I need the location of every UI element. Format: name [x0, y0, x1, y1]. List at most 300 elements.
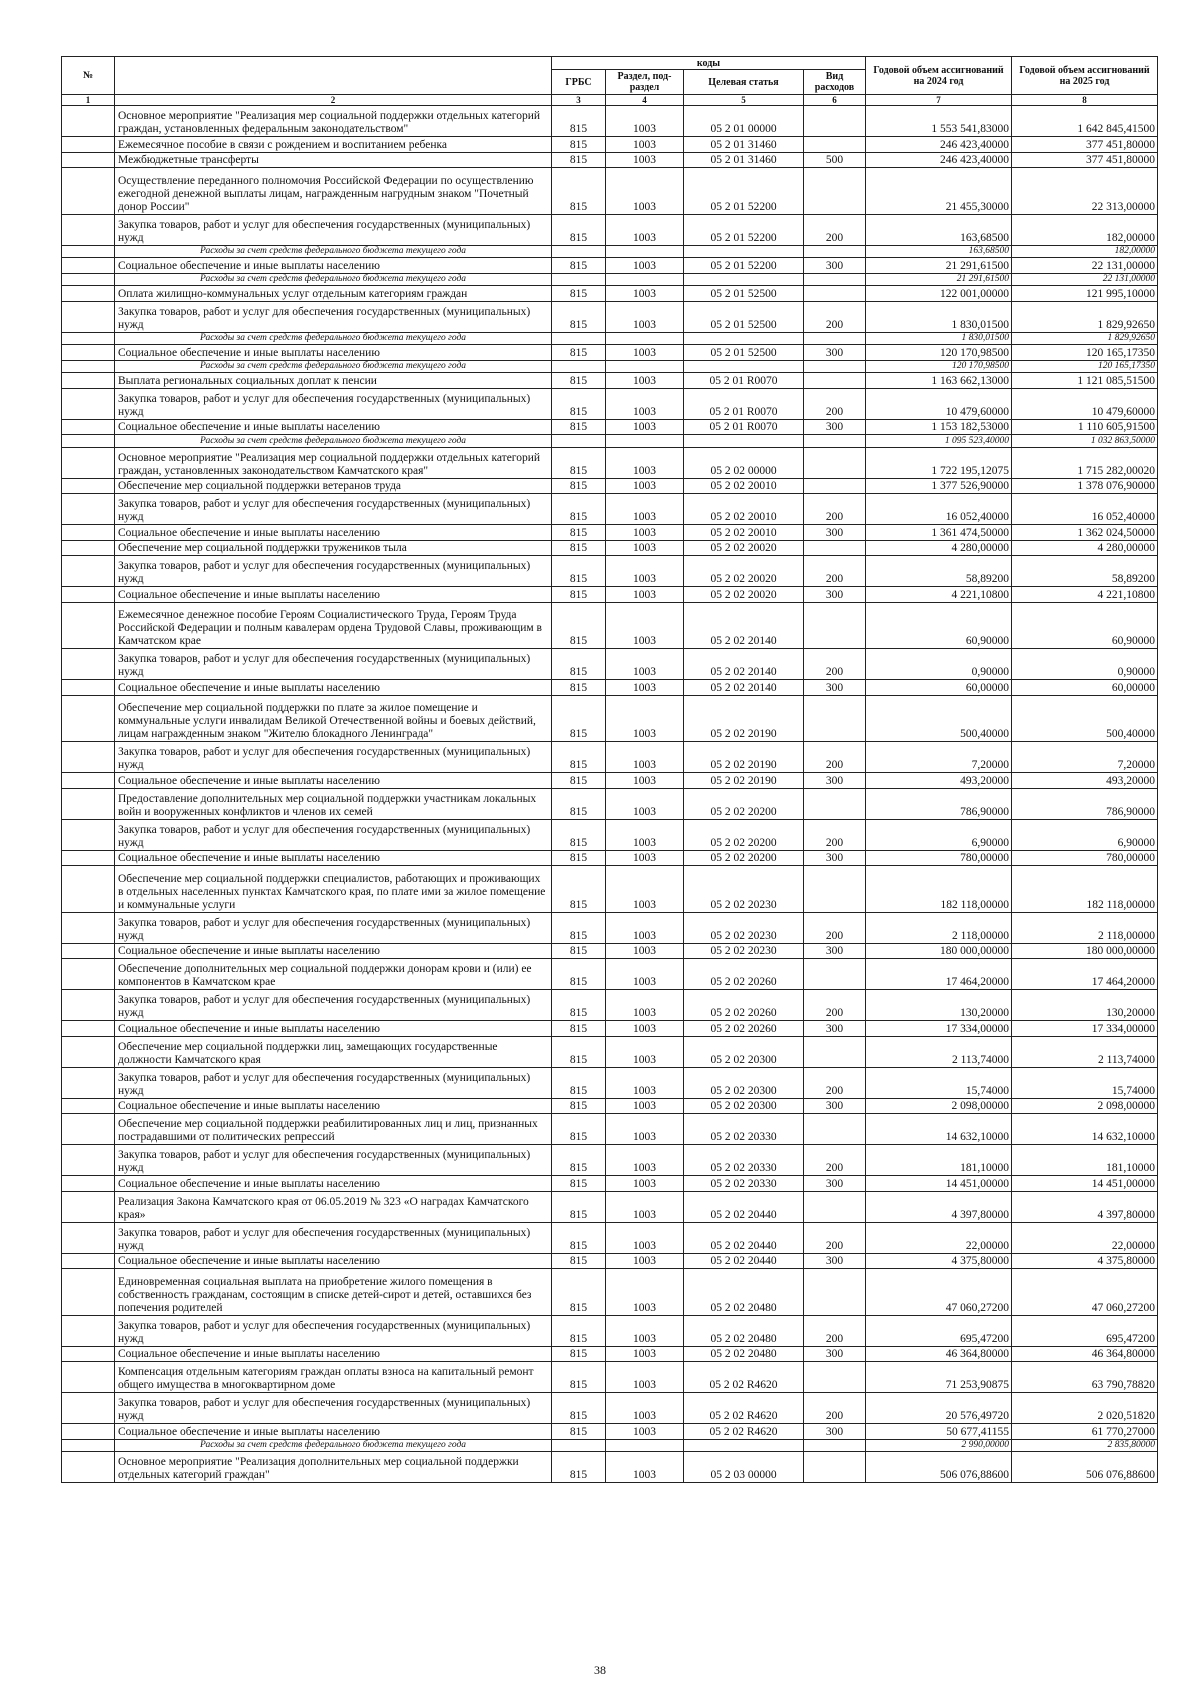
row-grbs: 815: [552, 556, 606, 587]
row-num: [62, 556, 115, 587]
row-amount-2025: 58,89200: [1012, 556, 1158, 587]
row-amount-2024: 10 479,60000: [866, 388, 1012, 419]
table-row: [62, 168, 1158, 215]
row-grbs: 815: [552, 1191, 606, 1222]
table-row-note: [62, 273, 1158, 286]
row-amount-2024: 21 455,30000: [866, 168, 1012, 215]
table-row: [62, 1269, 1158, 1316]
row-num: [62, 695, 115, 742]
row-name: Основное мероприятие "Реализация дополнительных мер социальной поддержки отдельных категорий граждан": [115, 1452, 552, 1483]
row-name: Обеспечение мер социальной поддержки ветеранов труда: [115, 478, 552, 494]
row-amount-2025: 120 165,17350: [1012, 360, 1158, 373]
header-2025: Годовой объем ассигнований на 2025 год: [1012, 57, 1158, 95]
row-name: Социальное обеспечение и иные выплаты населению: [115, 1424, 552, 1440]
row-exp: [804, 373, 866, 389]
row-amount-2024: 1 830,01500: [866, 301, 1012, 332]
row-target: 05 2 02 20010: [684, 494, 804, 525]
row-num: [62, 447, 115, 478]
row-grbs: 815: [552, 525, 606, 541]
row-target: 05 2 02 20480: [684, 1315, 804, 1346]
row-exp: 200: [804, 301, 866, 332]
row-exp: 300: [804, 587, 866, 603]
row-target: 05 2 01 R0070: [684, 388, 804, 419]
row-exp: [804, 1036, 866, 1067]
row-grbs: 815: [552, 419, 606, 435]
row-amount-2024: 4 221,10800: [866, 587, 1012, 603]
row-exp: [804, 1191, 866, 1222]
row-name: Осуществление переданного полномочия Российской Федерации по осуществлению ежегодной денежной выплаты лицам, награжденным нагрудным знаком "Почетный донор России": [115, 168, 552, 215]
row-amount-2024: 4 280,00000: [866, 540, 1012, 556]
row-target: 05 2 02 20480: [684, 1269, 804, 1316]
row-grbs: [552, 435, 606, 448]
row-exp: [804, 540, 866, 556]
row-name: Компенсация отдельным категориям граждан оплаты взноса на капитальный ремонт общего имущества в многоквартирном доме: [115, 1362, 552, 1393]
row-grbs: 815: [552, 773, 606, 789]
row-amount-2025: 14 451,00000: [1012, 1176, 1158, 1192]
budget-table-sheet: [61, 56, 1157, 1483]
row-name: Обеспечение мер социальной поддержки лиц, замещающих государственные должности Камчатского края: [115, 1036, 552, 1067]
row-section: 1003: [606, 152, 684, 168]
row-grbs: 815: [552, 912, 606, 943]
colnum: 4: [606, 95, 684, 106]
row-section: 1003: [606, 1346, 684, 1362]
row-name: Закупка товаров, работ и услуг для обеспечения государственных (муниципальных) нужд: [115, 494, 552, 525]
row-section: 1003: [606, 494, 684, 525]
table-row: [62, 866, 1158, 913]
row-name: Закупка товаров, работ и услуг для обеспечения государственных (муниципальных) нужд: [115, 1222, 552, 1253]
row-grbs: 815: [552, 866, 606, 913]
row-name: Расходы за счет средств федерального бюджета текущего года: [115, 273, 552, 286]
row-exp: [804, 245, 866, 258]
row-exp: 300: [804, 1098, 866, 1114]
row-section: 1003: [606, 1098, 684, 1114]
row-grbs: 815: [552, 1424, 606, 1440]
row-amount-2025: 16 052,40000: [1012, 494, 1158, 525]
row-section: 1003: [606, 373, 684, 389]
row-num: [62, 106, 115, 137]
row-section: 1003: [606, 388, 684, 419]
row-exp: 300: [804, 680, 866, 696]
row-grbs: 815: [552, 602, 606, 649]
row-target: 05 2 02 20440: [684, 1222, 804, 1253]
row-target: 05 2 02 20300: [684, 1098, 804, 1114]
row-exp: 300: [804, 850, 866, 866]
row-target: [684, 1439, 804, 1452]
row-name: Закупка товаров, работ и услуг для обеспечения государственных (муниципальных) нужд: [115, 912, 552, 943]
row-amount-2025: 63 790,78820: [1012, 1362, 1158, 1393]
row-grbs: 815: [552, 301, 606, 332]
table-row: [62, 912, 1158, 943]
table-row: [62, 587, 1158, 603]
row-amount-2024: 500,40000: [866, 695, 1012, 742]
row-target: [684, 435, 804, 448]
table-row: [62, 1346, 1158, 1362]
row-amount-2024: 122 001,00000: [866, 286, 1012, 302]
table-row: [62, 556, 1158, 587]
row-num: [62, 301, 115, 332]
row-name: Закупка товаров, работ и услуг для обеспечения государственных (муниципальных) нужд: [115, 990, 552, 1021]
row-section: 1003: [606, 1424, 684, 1440]
row-amount-2025: 17 334,00000: [1012, 1021, 1158, 1037]
row-num: [62, 360, 115, 373]
row-amount-2025: 2 118,00000: [1012, 912, 1158, 943]
table-row: [62, 1114, 1158, 1145]
row-amount-2024: 22,00000: [866, 1222, 1012, 1253]
row-amount-2025: 2 020,51820: [1012, 1393, 1158, 1424]
budget-table: [61, 56, 1158, 1483]
row-name: Расходы за счет средств федерального бюджета текущего года: [115, 435, 552, 448]
row-target: 05 2 02 20230: [684, 943, 804, 959]
row-name: Социальное обеспечение и иные выплаты населению: [115, 345, 552, 361]
row-grbs: 815: [552, 1393, 606, 1424]
row-amount-2024: 71 253,90875: [866, 1362, 1012, 1393]
row-exp: [804, 273, 866, 286]
row-amount-2024: 120 170,98500: [866, 345, 1012, 361]
row-grbs: 815: [552, 990, 606, 1021]
row-name: Социальное обеспечение и иные выплаты населению: [115, 1021, 552, 1037]
row-num: [62, 345, 115, 361]
colnum: 2: [115, 95, 552, 106]
row-amount-2025: 22 313,00000: [1012, 168, 1158, 215]
table-row: [62, 1098, 1158, 1114]
row-section: 1003: [606, 649, 684, 680]
row-grbs: 815: [552, 152, 606, 168]
row-amount-2025: 22 131,00000: [1012, 273, 1158, 286]
table-row: [62, 1067, 1158, 1098]
row-amount-2024: 60,90000: [866, 602, 1012, 649]
row-amount-2024: 1 722 195,12075: [866, 447, 1012, 478]
row-name: Социальное обеспечение и иные выплаты населению: [115, 525, 552, 541]
row-section: 1003: [606, 943, 684, 959]
row-num: [62, 273, 115, 286]
row-target: 05 2 02 R4620: [684, 1362, 804, 1393]
row-target: 05 2 02 20190: [684, 773, 804, 789]
row-num: [62, 1021, 115, 1037]
row-amount-2024: 246 423,40000: [866, 137, 1012, 153]
row-grbs: 815: [552, 1145, 606, 1176]
row-amount-2025: 6,90000: [1012, 819, 1158, 850]
row-exp: [804, 332, 866, 345]
row-target: 05 2 02 20330: [684, 1145, 804, 1176]
row-grbs: 815: [552, 137, 606, 153]
row-grbs: 815: [552, 1176, 606, 1192]
row-target: 05 2 01 31460: [684, 137, 804, 153]
row-target: 05 2 02 20200: [684, 819, 804, 850]
row-section: 1003: [606, 866, 684, 913]
table-row: [62, 1222, 1158, 1253]
row-exp: 200: [804, 742, 866, 773]
row-section: 1003: [606, 419, 684, 435]
row-section: 1003: [606, 1145, 684, 1176]
row-amount-2025: 1 829,92650: [1012, 301, 1158, 332]
row-amount-2025: 786,90000: [1012, 788, 1158, 819]
row-name: Социальное обеспечение и иные выплаты населению: [115, 773, 552, 789]
row-exp: [804, 478, 866, 494]
colnum: 7: [866, 95, 1012, 106]
row-num: [62, 1036, 115, 1067]
table-row: [62, 1315, 1158, 1346]
row-name: Социальное обеспечение и иные выплаты населению: [115, 850, 552, 866]
table-row: [62, 1452, 1158, 1483]
row-exp: [804, 788, 866, 819]
row-amount-2024: 17 464,20000: [866, 959, 1012, 990]
row-name: Социальное обеспечение и иные выплаты населению: [115, 1253, 552, 1269]
row-target: 05 2 01 52500: [684, 301, 804, 332]
row-exp: 200: [804, 990, 866, 1021]
row-section: [606, 435, 684, 448]
row-num: [62, 649, 115, 680]
row-amount-2025: 500,40000: [1012, 695, 1158, 742]
row-grbs: [552, 360, 606, 373]
table-body: [62, 106, 1158, 1483]
row-exp: 300: [804, 345, 866, 361]
row-num: [62, 680, 115, 696]
row-name: Обеспечение дополнительных мер социальной поддержки донорам крови и (или) ее компонентов в Камчатском крае: [115, 959, 552, 990]
row-target: 05 2 02 20140: [684, 602, 804, 649]
row-amount-2024: 6,90000: [866, 819, 1012, 850]
row-section: 1003: [606, 587, 684, 603]
row-amount-2025: 22 131,00000: [1012, 258, 1158, 274]
row-exp: [804, 1269, 866, 1316]
row-section: 1003: [606, 301, 684, 332]
row-section: 1003: [606, 1176, 684, 1192]
row-amount-2025: 181,10000: [1012, 1145, 1158, 1176]
row-section: 1003: [606, 819, 684, 850]
row-grbs: 815: [552, 959, 606, 990]
row-amount-2025: 130,20000: [1012, 990, 1158, 1021]
row-target: 05 2 01 52200: [684, 168, 804, 215]
row-target: 05 2 01 52500: [684, 286, 804, 302]
row-amount-2025: 22,00000: [1012, 1222, 1158, 1253]
row-section: 1003: [606, 959, 684, 990]
row-grbs: 815: [552, 447, 606, 478]
row-name: Расходы за счет средств федерального бюджета текущего года: [115, 360, 552, 373]
row-exp: 300: [804, 258, 866, 274]
row-num: [62, 1424, 115, 1440]
row-section: 1003: [606, 1362, 684, 1393]
row-amount-2025: 182,00000: [1012, 245, 1158, 258]
row-amount-2024: 180 000,00000: [866, 943, 1012, 959]
row-num: [62, 1222, 115, 1253]
row-num: [62, 587, 115, 603]
row-grbs: 815: [552, 373, 606, 389]
row-name: Ежемесячное пособие в связи с рождением и воспитанием ребенка: [115, 137, 552, 153]
row-name: Закупка товаров, работ и услуг для обеспечения государственных (муниципальных) нужд: [115, 556, 552, 587]
row-grbs: 815: [552, 742, 606, 773]
row-section: 1003: [606, 540, 684, 556]
row-target: [684, 332, 804, 345]
row-section: 1003: [606, 850, 684, 866]
row-target: 05 2 02 20200: [684, 850, 804, 866]
table-row: [62, 959, 1158, 990]
row-grbs: 815: [552, 1362, 606, 1393]
row-name: Социальное обеспечение и иные выплаты населению: [115, 1346, 552, 1362]
row-name: Социальное обеспечение и иные выплаты населению: [115, 587, 552, 603]
row-name: Межбюджетные трансферты: [115, 152, 552, 168]
row-amount-2024: 120 170,98500: [866, 360, 1012, 373]
row-name: Закупка товаров, работ и услуг для обеспечения государственных (муниципальных) нужд: [115, 819, 552, 850]
row-name: Закупка товаров, работ и услуг для обеспечения государственных (муниципальных) нужд: [115, 388, 552, 419]
row-exp: [804, 168, 866, 215]
row-section: 1003: [606, 680, 684, 696]
row-amount-2025: 60,00000: [1012, 680, 1158, 696]
row-amount-2025: 60,90000: [1012, 602, 1158, 649]
row-num: [62, 1452, 115, 1483]
row-section: 1003: [606, 556, 684, 587]
row-amount-2024: 506 076,88600: [866, 1452, 1012, 1483]
row-name: Основное мероприятие "Реализация мер социальной поддержки отдельных категорий граждан, установленных законодательством Камчатского края": [115, 447, 552, 478]
row-amount-2025: 7,20000: [1012, 742, 1158, 773]
row-name: Закупка товаров, работ и услуг для обеспечения государственных (муниципальных) нужд: [115, 301, 552, 332]
row-num: [62, 1253, 115, 1269]
row-amount-2024: 493,20000: [866, 773, 1012, 789]
row-name: Социальное обеспечение и иные выплаты населению: [115, 680, 552, 696]
row-exp: 300: [804, 1253, 866, 1269]
row-amount-2025: 1 715 282,00020: [1012, 447, 1158, 478]
row-target: 05 2 02 20480: [684, 1346, 804, 1362]
colnum: 8: [1012, 95, 1158, 106]
header-num: №: [62, 57, 115, 95]
header-2024: Годовой объем ассигнований на 2024 год: [866, 57, 1012, 95]
row-amount-2025: 780,00000: [1012, 850, 1158, 866]
row-name: Социальное обеспечение и иные выплаты населению: [115, 258, 552, 274]
row-exp: 200: [804, 1222, 866, 1253]
row-amount-2024: 58,89200: [866, 556, 1012, 587]
row-num: [62, 866, 115, 913]
header-section: Раздел, под-раздел: [606, 70, 684, 95]
row-amount-2025: 1 032 863,50000: [1012, 435, 1158, 448]
row-target: 05 2 02 20140: [684, 649, 804, 680]
table-row: [62, 258, 1158, 274]
row-target: 05 2 02 20260: [684, 990, 804, 1021]
row-num: [62, 1269, 115, 1316]
table-row: [62, 943, 1158, 959]
row-amount-2025: 1 642 845,41500: [1012, 106, 1158, 137]
row-num: [62, 494, 115, 525]
row-amount-2025: 17 464,20000: [1012, 959, 1158, 990]
row-num: [62, 1145, 115, 1176]
table-row: [62, 773, 1158, 789]
row-section: 1003: [606, 1191, 684, 1222]
row-grbs: 815: [552, 1346, 606, 1362]
row-grbs: 815: [552, 106, 606, 137]
row-amount-2025: 4 280,00000: [1012, 540, 1158, 556]
table-row-note: [62, 435, 1158, 448]
row-target: 05 2 01 52200: [684, 214, 804, 245]
row-exp: [804, 1362, 866, 1393]
row-exp: [804, 1452, 866, 1483]
row-num: [62, 850, 115, 866]
table-row-note: [62, 245, 1158, 258]
row-amount-2024: 181,10000: [866, 1145, 1012, 1176]
row-section: 1003: [606, 286, 684, 302]
row-grbs: 815: [552, 1315, 606, 1346]
row-exp: 200: [804, 649, 866, 680]
row-section: 1003: [606, 478, 684, 494]
row-name: Единовременная социальная выплата на приобретение жилого помещения в собственность гражданам, состоящим в списке детей-сирот и детей, оставшихся без попечения родителей: [115, 1269, 552, 1316]
row-amount-2025: 2 098,00000: [1012, 1098, 1158, 1114]
row-amount-2024: 4 397,80000: [866, 1191, 1012, 1222]
row-num: [62, 602, 115, 649]
row-amount-2024: 163,68500: [866, 245, 1012, 258]
row-name: Оплата жилищно-коммунальных услуг отдельным категориям граждан: [115, 286, 552, 302]
table-row: [62, 214, 1158, 245]
row-amount-2024: 163,68500: [866, 214, 1012, 245]
table-row: [62, 680, 1158, 696]
row-name: Обеспечение мер социальной поддержки тружеников тыла: [115, 540, 552, 556]
row-exp: 300: [804, 1176, 866, 1192]
row-section: [606, 332, 684, 345]
table-row: [62, 345, 1158, 361]
row-amount-2024: 7,20000: [866, 742, 1012, 773]
row-target: 05 2 02 R4620: [684, 1424, 804, 1440]
table-row: [62, 1424, 1158, 1440]
row-num: [62, 1393, 115, 1424]
table-row: [62, 494, 1158, 525]
row-target: 05 2 02 20020: [684, 556, 804, 587]
row-name: Социальное обеспечение и иные выплаты населению: [115, 419, 552, 435]
row-num: [62, 540, 115, 556]
row-num: [62, 152, 115, 168]
table-row: [62, 1362, 1158, 1393]
table-row: [62, 649, 1158, 680]
row-amount-2025: 1 121 085,51500: [1012, 373, 1158, 389]
row-exp: 200: [804, 214, 866, 245]
row-grbs: 815: [552, 587, 606, 603]
header-exp: Вид расходов: [804, 70, 866, 95]
row-exp: [804, 447, 866, 478]
table-row: [62, 447, 1158, 478]
row-exp: 200: [804, 1067, 866, 1098]
row-grbs: 815: [552, 214, 606, 245]
row-section: 1003: [606, 602, 684, 649]
row-grbs: 815: [552, 494, 606, 525]
row-num: [62, 419, 115, 435]
row-section: 1003: [606, 1021, 684, 1037]
row-target: 05 2 02 20020: [684, 540, 804, 556]
row-grbs: [552, 332, 606, 345]
table-row: [62, 137, 1158, 153]
row-section: 1003: [606, 1393, 684, 1424]
row-amount-2025: 4 375,80000: [1012, 1253, 1158, 1269]
table-row: [62, 152, 1158, 168]
row-amount-2024: 2 113,74000: [866, 1036, 1012, 1067]
header-name: [115, 57, 552, 95]
row-grbs: 815: [552, 680, 606, 696]
table-row: [62, 301, 1158, 332]
row-num: [62, 214, 115, 245]
row-num: [62, 435, 115, 448]
row-num: [62, 1191, 115, 1222]
row-section: 1003: [606, 1269, 684, 1316]
row-amount-2025: 506 076,88600: [1012, 1452, 1158, 1483]
row-exp: 200: [804, 1393, 866, 1424]
row-grbs: 815: [552, 168, 606, 215]
table-row-note: [62, 360, 1158, 373]
row-section: 1003: [606, 1114, 684, 1145]
row-num: [62, 819, 115, 850]
row-grbs: 815: [552, 388, 606, 419]
table-row: [62, 1253, 1158, 1269]
row-grbs: 815: [552, 1067, 606, 1098]
row-grbs: 815: [552, 850, 606, 866]
row-amount-2024: 246 423,40000: [866, 152, 1012, 168]
row-target: 05 2 02 20230: [684, 866, 804, 913]
row-amount-2025: 377 451,80000: [1012, 152, 1158, 168]
row-name: Основное мероприятие "Реализация мер социальной поддержки отдельных категорий граждан, установленных федеральным законодательством": [115, 106, 552, 137]
row-target: 05 2 02 20190: [684, 742, 804, 773]
row-section: 1003: [606, 137, 684, 153]
